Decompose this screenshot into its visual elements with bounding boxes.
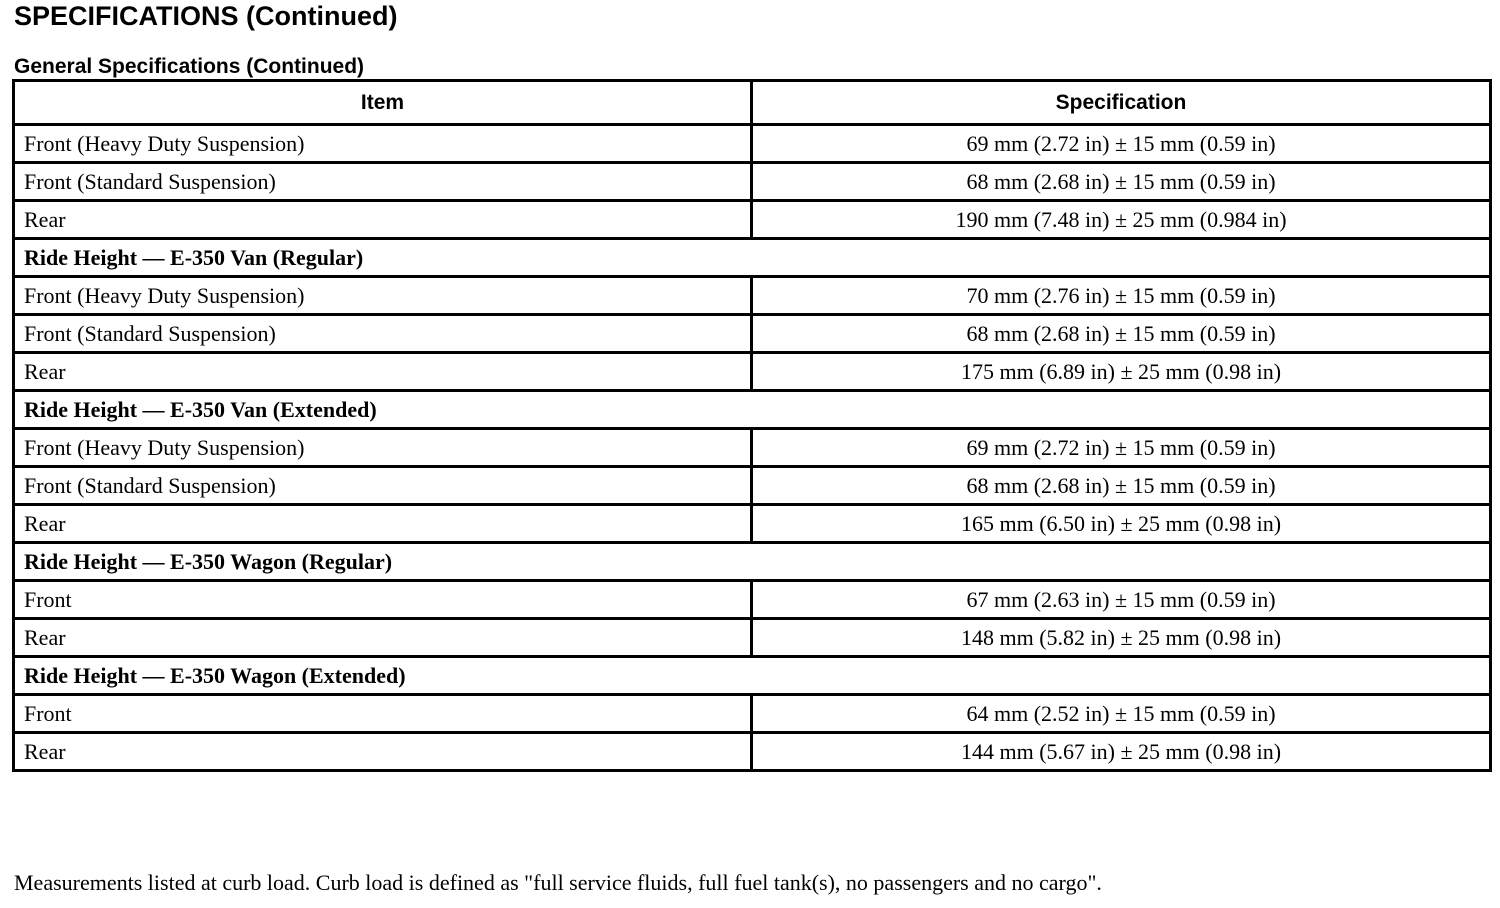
group-header-label: Ride Height — E-350 Wagon (Extended) [14, 657, 1491, 695]
item-cell: Front (Heavy Duty Suspension) [14, 429, 752, 467]
item-cell: Rear [14, 505, 752, 543]
item-cell: Front (Standard Suspension) [14, 163, 752, 201]
table-row [14, 467, 1491, 505]
specification-cell: 148 mm (5.82 in) ± 25 mm (0.98 in) [752, 619, 1491, 657]
table-row [14, 353, 1491, 391]
table-row [14, 277, 1491, 315]
table-row [14, 315, 1491, 353]
item-cell: Front (Heavy Duty Suspension) [14, 277, 752, 315]
spec-table [12, 79, 1492, 772]
group-header-label: Ride Height — E-350 Wagon (Regular) [14, 543, 1491, 581]
specification-cell: 68 mm (2.68 in) ± 15 mm (0.59 in) [752, 315, 1491, 353]
item-cell: Front [14, 581, 752, 619]
specification-cell: 67 mm (2.63 in) ± 15 mm (0.59 in) [752, 581, 1491, 619]
column-header-specification: Specification [752, 81, 1491, 125]
footnote: Measurements listed at curb load. Curb load is defined as "full service fluids, full fuel tank(s), no passengers and no cargo". [14, 870, 1102, 895]
column-header-item: Item [14, 81, 752, 125]
table-row [14, 733, 1491, 771]
spec-table-body [14, 125, 1491, 771]
group-header-row [14, 543, 1491, 581]
page-title: SPECIFICATIONS (Continued) [14, 1, 398, 31]
item-cell: Rear [14, 619, 752, 657]
specification-cell: 68 mm (2.68 in) ± 15 mm (0.59 in) [752, 163, 1491, 201]
item-cell: Front (Heavy Duty Suspension) [14, 125, 752, 163]
specification-cell: 68 mm (2.68 in) ± 15 mm (0.59 in) [752, 467, 1491, 505]
item-cell: Front (Standard Suspension) [14, 315, 752, 353]
section-title: General Specifications (Continued) [14, 55, 365, 78]
specification-cell: 144 mm (5.67 in) ± 25 mm (0.98 in) [752, 733, 1491, 771]
specification-cell: 69 mm (2.72 in) ± 15 mm (0.59 in) [752, 429, 1491, 467]
table-row [14, 201, 1491, 239]
table-row [14, 505, 1491, 543]
specification-cell: 190 mm (7.48 in) ± 25 mm (0.984 in) [752, 201, 1491, 239]
table-row [14, 581, 1491, 619]
item-cell: Rear [14, 353, 752, 391]
group-header-row [14, 657, 1491, 695]
item-cell: Rear [14, 733, 752, 771]
item-cell: Rear [14, 201, 752, 239]
table-row [14, 125, 1491, 163]
table-row [14, 429, 1491, 467]
specification-cell: 70 mm (2.76 in) ± 15 mm (0.59 in) [752, 277, 1491, 315]
specification-cell: 69 mm (2.72 in) ± 15 mm (0.59 in) [752, 125, 1491, 163]
specification-cell: 175 mm (6.89 in) ± 25 mm (0.98 in) [752, 353, 1491, 391]
group-header-label: Ride Height — E-350 Van (Regular) [14, 239, 1491, 277]
item-cell: Front [14, 695, 752, 733]
specification-cell: 165 mm (6.50 in) ± 25 mm (0.98 in) [752, 505, 1491, 543]
table-row [14, 695, 1491, 733]
group-header-row [14, 239, 1491, 277]
group-header-row [14, 391, 1491, 429]
item-cell: Front (Standard Suspension) [14, 467, 752, 505]
table-row [14, 619, 1491, 657]
group-header-label: Ride Height — E-350 Van (Extended) [14, 391, 1491, 429]
table-header-row [14, 81, 1491, 125]
table-row [14, 163, 1491, 201]
specification-cell: 64 mm (2.52 in) ± 15 mm (0.59 in) [752, 695, 1491, 733]
